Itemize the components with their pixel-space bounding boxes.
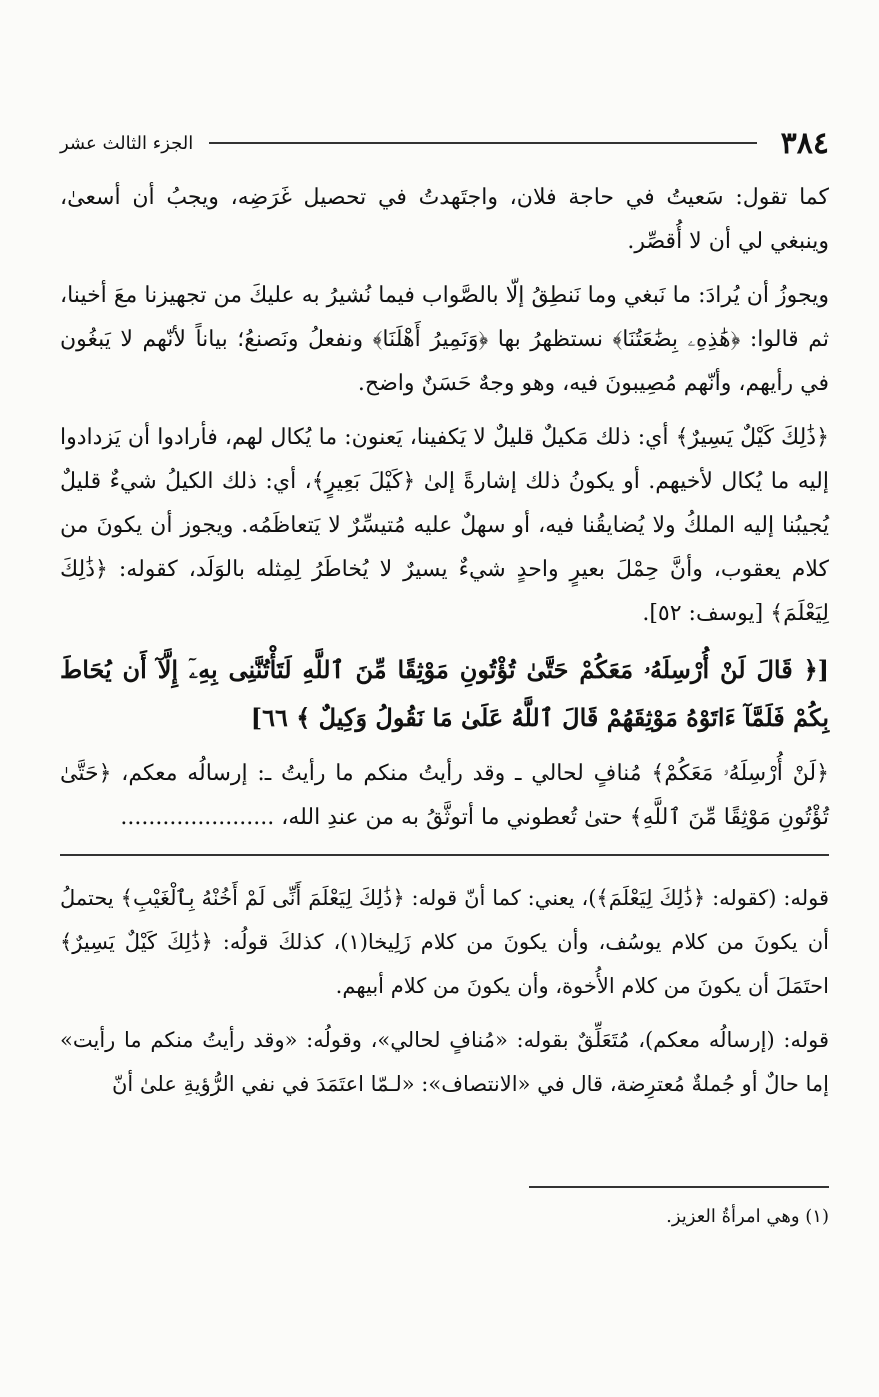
page-number: ٣٨٤	[780, 125, 829, 161]
part-title: الجزء الثالث عشر	[60, 132, 194, 154]
paragraph-3: ﴿ذَٰلِكَ كَيْلٌ يَسِيرٌ﴾ أي: ذلك مَكيلٌ قليلٌ لا يَكفينا، يَعنون: ما يُكال لهم، فأرادوا أن يَزدادوا إليه ما يُكال لأخيهم. أو يكونُ ذلك إشارةً إلىٰ ﴿كَيْلَ بَعِيرٍ﴾، أي: ذلك الكيلُ شيءٌ قليلٌ يُجيبُنا إليه الملكُ ولا يُضايقُنا فيه، أو سهلٌ عليه مُتيسِّرٌ لا يَتعاظَمُه. ويجوز أن يكونَ من كلام يعقوب، وأنَّ حِمْلَ بعيرٍ واحدٍ شيءٌ يسيرٌ لا يُخاطَرُ لِمِثله بالوَلَد، كقوله: ﴿ذَٰلِكَ لِيَعْلَمَ﴾ [يوسف: ٥٢].	[60, 425, 829, 626]
paragraph-1: كما تقول: سَعيتُ في حاجة فلان، واجتَهدتُ في تحصيل غَرَضِه، ويجبُ أن أسعىٰ، وينبغي لي أن لا أُقصِّر.	[60, 185, 829, 254]
paragraph-2: ويجوزُ أن يُرادَ: ما نَبغي وما نَنطِقُ إلّا بالصَّواب فيما نُشيرُ به عليكَ من تجهيزنا معَ أخينا، ثم قالوا: ﴿هَٰذِهِۦ بِضَٰعَتُنَا﴾ نستظهرُ بها ﴿وَنَمِيرُ أَهْلَنَا﴾ ونفعلُ ونَصنعُ؛ بياناً لأنّهم لا يَبغُون في رأيهم، وأنّهم مُصِيبونَ فيه، وهو وجهٌ حَسَنٌ واضح.	[60, 283, 829, 396]
quran-verse: [﴿ قَالَ لَنْ أُرْسِلَهُۥ مَعَكُمْ حَتَّىٰ تُؤْتُونِ مَوْثِقًا مِّنَ ٱللَّهِ لَتَأْتُنَّنِى بِهِۦٓ إِلَّآ أَن يُحَاطَ بِكُمْ فَلَمَّآ ءَاتَوْهُ مَوْثِقَهُمْ قَالَ ٱللَّهُ عَلَىٰ مَا نَقُولُ وَكِيلٌ ﴾ ٦٦]	[60, 655, 829, 732]
commentary-paragraph-1: قوله: (كقوله: ﴿ذَٰلِكَ لِيَعْلَمَ﴾)، يعني: كما أنّ قوله: ﴿ذَٰلِكَ لِيَعْلَمَ أَنِّى لَمْ أَخُنْهُ بِٱلْغَيْبِ﴾ يحتملُ أن يكونَ من كلام يوسُف، وأن يكونَ من كلام زَلِيخا(١)، كذلكَ قولُه: ﴿ذَٰلِكَ كَيْلٌ يَسِيرٌ﴾ احتَمَلَ أن يكونَ من كلام الأُخوة، وأن يكونَ من كلام أبيهم.	[60, 886, 830, 998]
commentary-paragraph-2: قوله: (إرسالُه معكم)، مُتَعَلِّقٌ بقوله: «مُنافٍ لحالي»، وقولُه: «وقد رأيتُ منكم ما رأيت» إما حالٌ أو جُملةٌ مُعترِضة، قال في «الانتصاف»: «لـمّا اعتَمَدَ في نفي الرُّؤيةِ علىٰ أنّ	[60, 1028, 829, 1096]
page-header	[60, 118, 829, 168]
book-page	[60, 118, 829, 1227]
commentary-divider	[60, 854, 829, 856]
footnote: (١) وهي امرأةُ العزيز.	[666, 1206, 829, 1227]
main-text	[60, 176, 829, 840]
footnote-rule	[529, 1186, 829, 1188]
paragraph-4: ﴿لَنْ أُرْسِلَهُۥ مَعَكُمْ﴾ مُنافٍ لحالي ـ وقد رأيتُ منكم ما رأيتُ ـ: إرسالُه معكم، ﴿حَتَّىٰ تُؤْتُونِ مَوْثِقًا مِّنَ ٱللَّهِ﴾ حتىٰ تُعطوني ما أتوثَّقُ به من عندِ الله، ......................	[60, 761, 829, 830]
header-rule	[209, 142, 756, 144]
commentary	[60, 876, 829, 1106]
